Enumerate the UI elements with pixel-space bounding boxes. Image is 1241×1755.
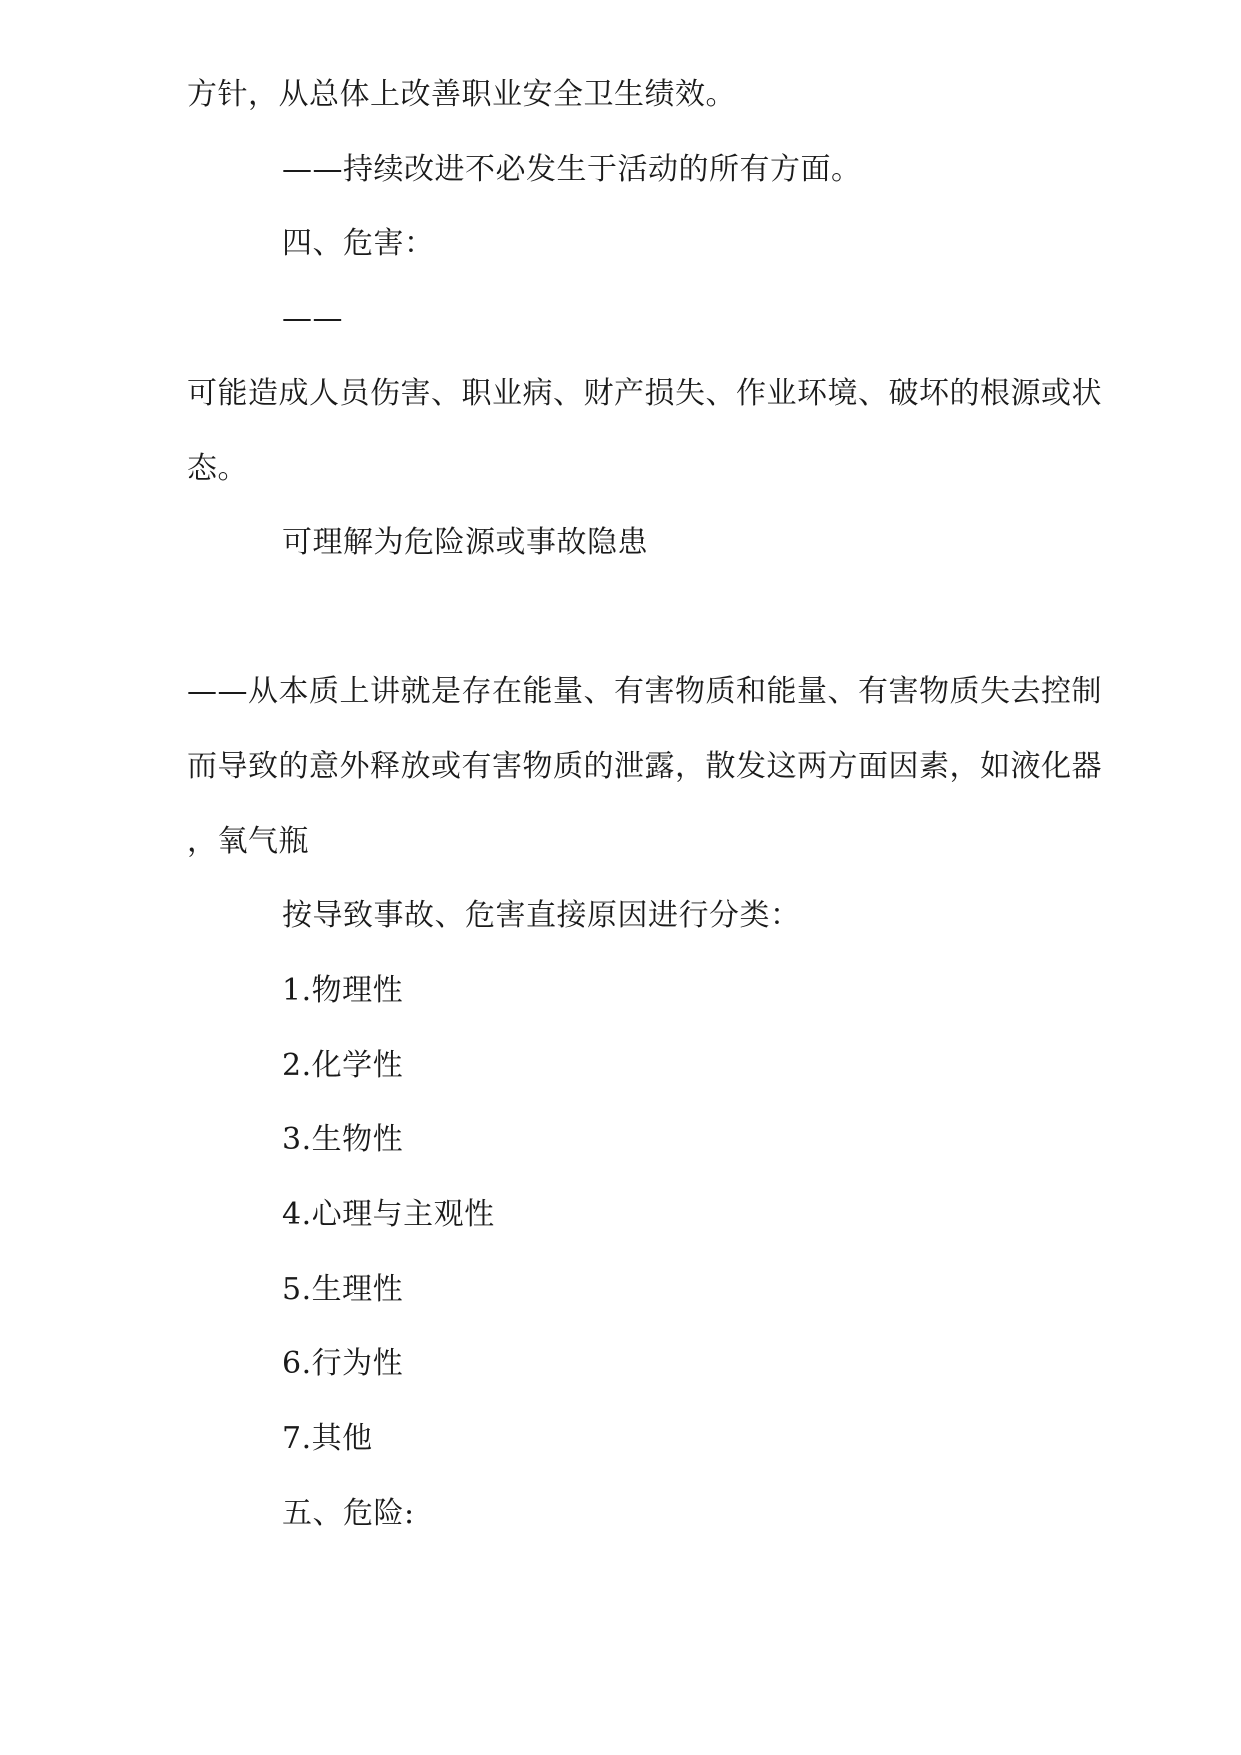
section-heading-danger: 五、危险: xyxy=(282,1496,415,1531)
paragraph-hazard-essence-end: ，氧气瓶 xyxy=(187,824,309,859)
dash-marker: —— xyxy=(282,301,343,336)
list-item: 2.化学性 xyxy=(282,1048,404,1083)
list-item: 5.生理性 xyxy=(282,1272,404,1307)
list-item: 6.行为性 xyxy=(282,1346,404,1381)
list-item: 3.生物性 xyxy=(282,1122,404,1157)
list-item: 4.心理与主观性 xyxy=(282,1197,495,1232)
paragraph-policy-end: 方针，从总体上改善职业安全卫生绩效。 xyxy=(187,77,736,112)
paragraph-hazard-definition: 可能造成人员伤害、职业病、财产损失、作业环境、破坏的根源或状 xyxy=(187,376,1102,411)
paragraph-hazard-definition-cont: 态。 xyxy=(187,451,248,486)
paragraph-hazard-understanding: 可理解为危险源或事故隐患 xyxy=(282,525,648,560)
paragraph-hazard-essence-cont: 而导致的意外释放或有害物质的泄露，散发这两方面因素，如液化器 xyxy=(187,749,1102,784)
paragraph-classification-intro: 按导致事故、危害直接原因进行分类： xyxy=(282,898,801,933)
section-heading-hazard: 四、危害： xyxy=(282,226,435,261)
paragraph-continuous-improvement: ——持续改进不必发生于活动的所有方面。 xyxy=(282,152,862,187)
paragraph-hazard-essence: ——从本质上讲就是存在能量、有害物质和能量、有害物质失去控制 xyxy=(187,674,1102,709)
list-item: 1.物理性 xyxy=(282,973,404,1008)
list-item: 7.其他 xyxy=(282,1421,373,1456)
